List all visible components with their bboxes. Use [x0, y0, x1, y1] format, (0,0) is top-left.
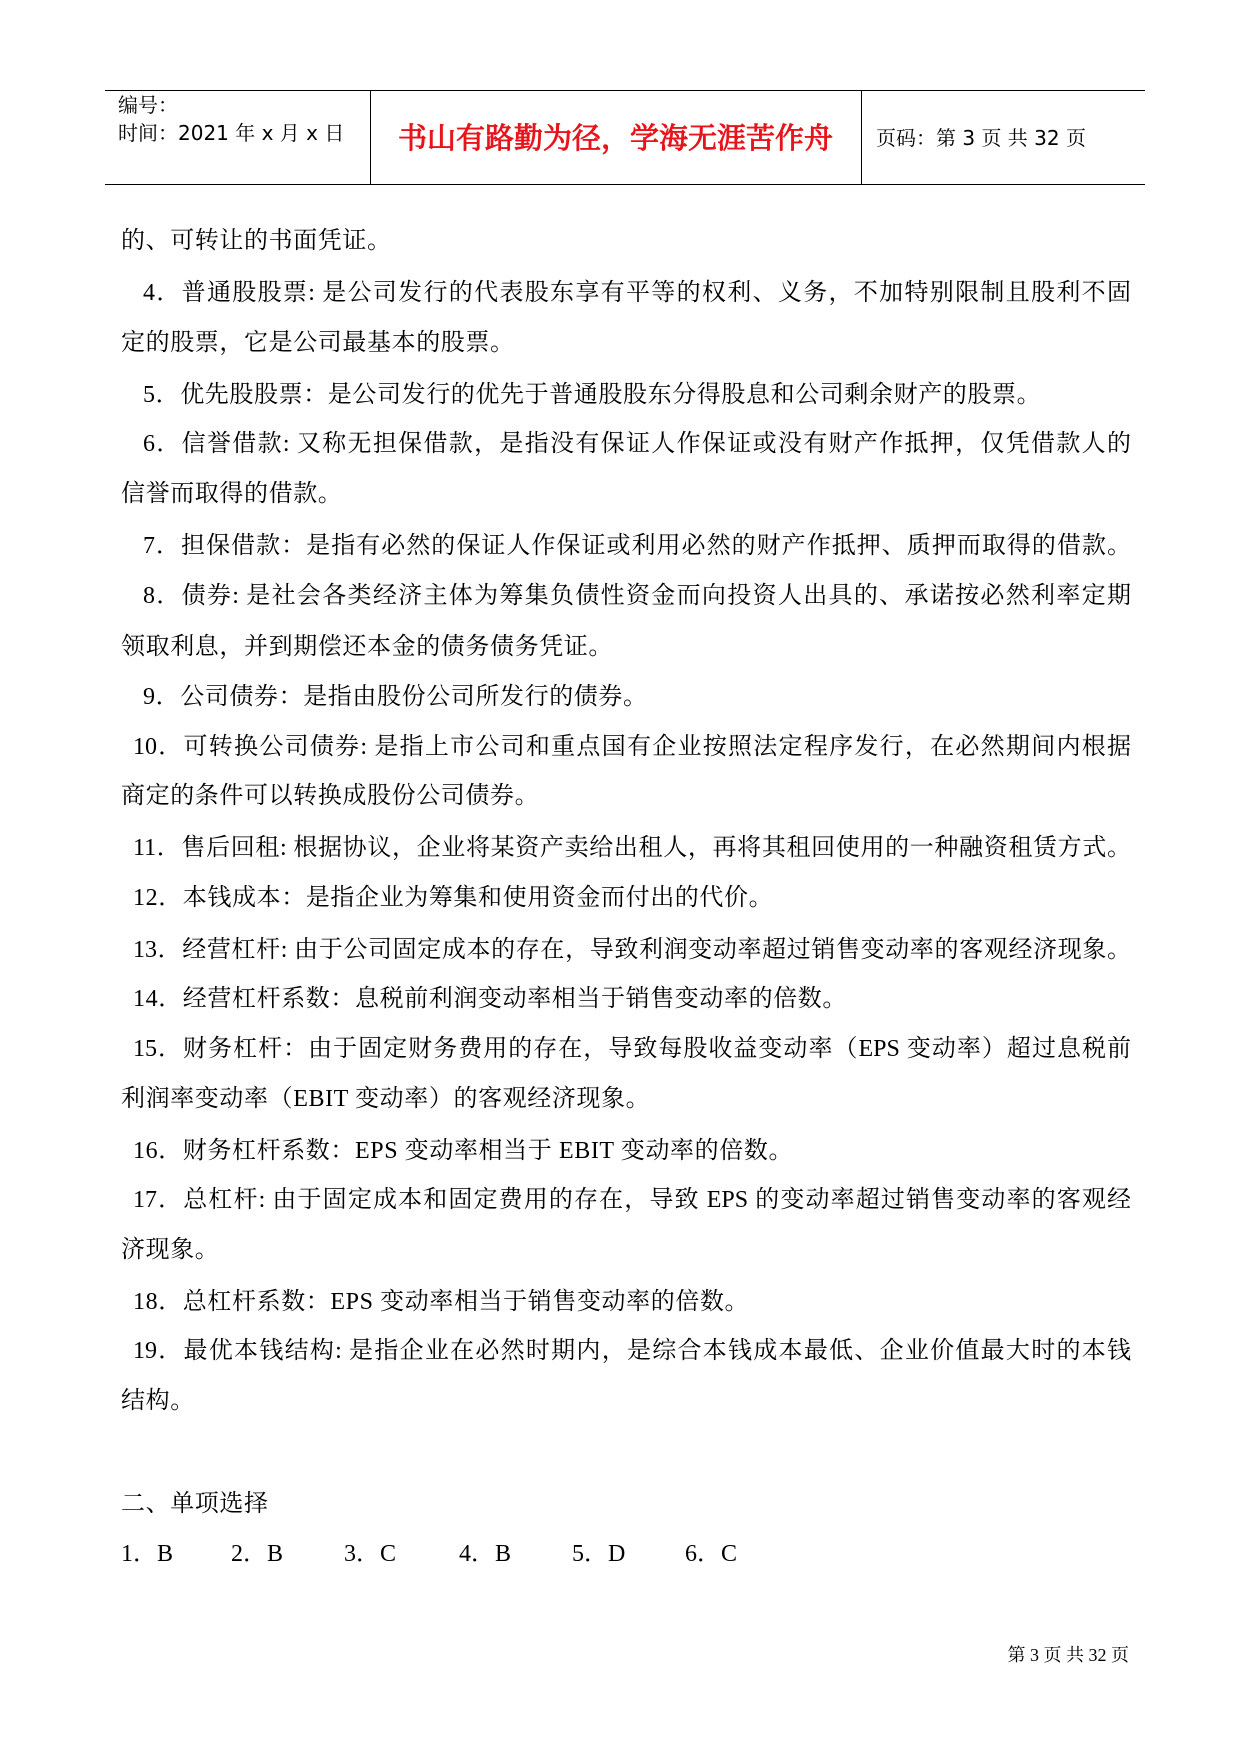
- header-motto: 书山有路勤为径，学海无涯苦作舟: [397, 121, 833, 155]
- definition-text-line: 4．普通股股票: 是公司发行的代表股东享有平等的权利、义务，不加特别限制且股利不固: [143, 280, 1131, 306]
- definition-text-line: 7．担保借款：是指有必然的保证人作保证或利用必然的财产作抵押、质押而取得的借款。: [143, 533, 1131, 559]
- definition-text-line: 11．售后回租: 根据协议，企业将某资产卖给出租人，再将其租回使用的一种融资租赁方式。: [133, 835, 1131, 861]
- definition-text-line: 15．财务杠杆：由于固定财务费用的存在，导致每股收益变动率（EPS 变动率）超过息税前: [133, 1036, 1131, 1062]
- definition-text-line: 19．最优本钱结构: 是指企业在必然时期内，是综合本钱成本最低、企业价值最大时的本钱: [133, 1338, 1131, 1364]
- document-number-label: 编号：: [118, 93, 178, 117]
- definition-text-line: 5．优先股股票：是公司发行的优先于普通股股东分得股息和公司剩余财产的股票。: [143, 382, 1042, 408]
- answer-item: 3．C: [344, 1541, 397, 1567]
- header-top-rule: [105, 90, 1145, 91]
- section-heading: 二、单项选择: [121, 1491, 269, 1517]
- definition-text-line: 9．公司债券：是指由股份公司所发行的债券。: [143, 684, 648, 710]
- definition-text-line: 6．信誉借款: 又称无担保借款，是指没有保证人作保证或没有财产作抵押，仅凭借款人的: [143, 431, 1131, 457]
- definition-text-line: 17．总杠杆: 由于固定成本和固定费用的存在，导致 EPS 的变动率超过销售变动率的客观经: [133, 1187, 1131, 1213]
- paragraph-text-line: 的、可转让的书面凭证。: [121, 228, 392, 254]
- definition-text-line: 济现象。: [121, 1237, 220, 1263]
- document-date: 时间：2021 年 x 月 x 日: [118, 121, 345, 145]
- definition-text-line: 10．可转换公司债券: 是指上市公司和重点国有企业按照法定程序发行，在必然期间内根据: [133, 734, 1131, 760]
- definition-text-line: 12．本钱成本：是指企业为筹集和使用资金而付出的代价。: [133, 885, 774, 911]
- definition-text-line: 商定的条件可以转换成股份公司债券。: [121, 783, 540, 809]
- definition-text-line: 结构。: [121, 1388, 195, 1414]
- definition-text-line: 定的股票，它是公司最基本的股票。: [121, 330, 515, 356]
- definition-text-line: 16．财务杠杆系数：EPS 变动率相当于 EBIT 变动率的倍数。: [133, 1138, 794, 1164]
- definition-text-line: 信誉而取得的借款。: [121, 481, 343, 507]
- answer-item: 4．B: [459, 1541, 512, 1567]
- definition-text-line: 14．经营杠杆系数：息税前利润变动率相当于销售变动率的倍数。: [133, 986, 847, 1012]
- header-page-indicator: 页码：第 3 页 共 32 页: [876, 126, 1086, 150]
- answer-item: 1．B: [121, 1541, 174, 1567]
- header-divider: [861, 90, 862, 184]
- definition-text-line: 领取利息，并到期偿还本金的债务债务凭证。: [121, 634, 613, 660]
- header-bottom-rule: [105, 184, 1145, 185]
- definition-text-line: 18．总杠杆系数：EPS 变动率相当于销售变动率的倍数。: [133, 1289, 750, 1315]
- answer-item: 2．B: [231, 1541, 284, 1567]
- definition-text-line: 13．经营杠杆: 由于公司固定成本的存在，导致利润变动率超过销售变动率的客观经济现象。: [133, 937, 1131, 963]
- definition-text-line: 利润率变动率（EBIT 变动率）的客观经济现象。: [121, 1086, 651, 1112]
- answer-item: 6．C: [685, 1541, 738, 1567]
- answer-item: 5．D: [572, 1541, 626, 1567]
- footer-page-number: 第 3 页 共 32 页: [1007, 1645, 1129, 1665]
- definition-text-line: 8．债券: 是社会各类经济主体为筹集负债性资金而向投资人出具的、承诺按必然利率定期: [143, 583, 1131, 609]
